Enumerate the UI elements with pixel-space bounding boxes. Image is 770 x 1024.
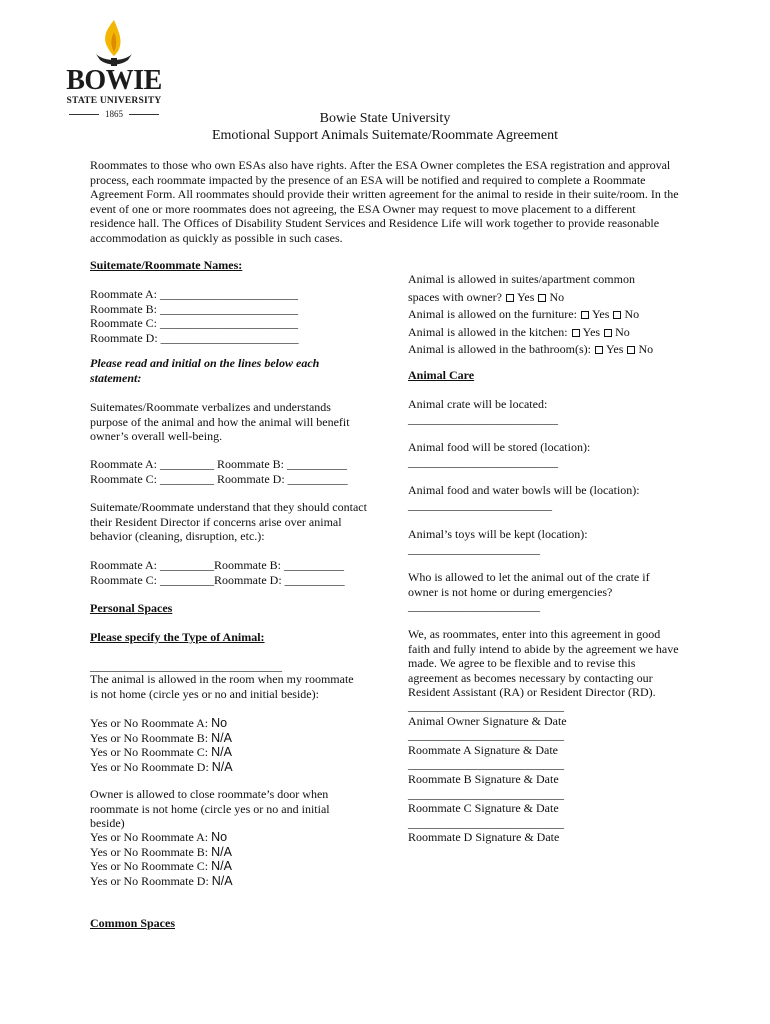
care-item-crate-release — [408, 570, 678, 614]
common-q2-no-label: No — [624, 307, 640, 321]
room-answer-b-label: Yes or No Roommate B: — [90, 730, 209, 745]
university-logo — [62, 18, 166, 122]
common-spaces-questions — [408, 271, 688, 359]
care-item-bowls-label: Animal food and water bowls will be (location): — [408, 483, 640, 497]
checkbox-common-yes[interactable] — [506, 294, 514, 302]
care-item-toys-field[interactable]: ______________________ — [408, 541, 540, 556]
room-answer-d-label: Yes or No Roommate D: — [90, 759, 209, 774]
care-item-toys-label: Animal’s toys will be kept (location): — [408, 527, 588, 541]
door-question: Owner is allowed to close roommate’s door when roommate is not home (circle yes or no and initial beside) — [90, 787, 330, 831]
animal-type-field[interactable]: ________________________________ — [90, 659, 282, 673]
room-answer-d-value[interactable]: N/A — [211, 759, 233, 774]
checkbox-common-no[interactable] — [538, 294, 546, 302]
owner-signature-field[interactable]: __________________________ — [408, 699, 564, 713]
roommate-b-signature-label: Roommate B Signature & Date — [408, 771, 559, 786]
animal-type-label: Please specify the Type of Animal: — [90, 630, 265, 644]
common-q1-no-label: No — [549, 289, 565, 304]
statement2-initials — [90, 558, 385, 587]
care-item-food-label: Animal food will be stored (location): — [408, 440, 591, 454]
door-answer-b-label: Yes or No Roommate B: — [90, 844, 209, 859]
common-q1-yes-label: Yes — [516, 289, 535, 304]
room-answer-a-label: Yes or No Roommate A: — [90, 716, 209, 730]
checkbox-furniture-no[interactable] — [613, 311, 621, 319]
common-q1 — [408, 289, 688, 307]
statement1-initials-ab[interactable]: Roommate A: _________ Roommate B: __________ — [90, 457, 347, 471]
door-answer-d — [90, 874, 385, 889]
names-list — [90, 287, 385, 345]
door-answer-c-label: Yes or No Roommate C: — [90, 859, 209, 874]
door-answer-d-label: Yes or No Roommate D: — [90, 873, 209, 888]
common-q4-no-label: No — [638, 342, 654, 356]
statement2-initials-ab[interactable]: Roommate A: _________Roommate B: __________ — [90, 558, 344, 572]
common-q1-label: spaces with owner? — [408, 289, 502, 304]
logo-name: BOWIE — [66, 65, 162, 96]
common-q3-yes-label: Yes — [582, 324, 601, 339]
care-item-crate-release-label: Who is allowed to let the animal out of the crate if owner is not home or during emergencies? — [408, 570, 650, 599]
common-q2-yes-label: Yes — [591, 307, 610, 321]
common-q4 — [408, 341, 688, 359]
common-q1-line1: Animal is allowed in suites/apartment common — [408, 272, 635, 286]
common-q4-label: Animal is allowed in the bathroom(s): — [408, 342, 591, 356]
care-item-bowls-field[interactable]: ________________________ — [408, 497, 552, 512]
checkbox-furniture-yes[interactable] — [581, 311, 589, 319]
statement2-initials-cd[interactable]: Roommate C: _________Roommate D: __________ — [90, 572, 345, 587]
room-answer-d — [90, 760, 385, 775]
signature-block — [408, 699, 688, 845]
common-q3-no-label: No — [615, 324, 630, 339]
roommate-b-name-field[interactable]: Roommate B: _______________________ — [90, 301, 298, 316]
care-item-toys — [408, 527, 688, 556]
door-answers — [90, 830, 385, 888]
roommate-d-signature-field[interactable]: __________________________ — [408, 815, 564, 830]
care-item-food — [408, 440, 688, 469]
common-q2 — [408, 306, 688, 324]
common-q4-yes-label: Yes — [605, 342, 624, 356]
intro-paragraph: Roommates to those who own ESAs also have rights. After the ESA Owner completes the ESA registration and approval process, each roommate impacted by the presence of an ESA will be notified and required to complete a Roommate Agreement Form. All roommates should provide their written agreement for the animal to reside in their suite/room. In the event of one or more roommates does not agreeing, the ESA Owner may request to move placement to a different residence hall. The Offices of Disability Student Services and Residence Life will work together to provide reasonable accommodation as quickly as possible in such cases. — [90, 158, 679, 245]
care-item-crate — [408, 397, 688, 426]
roommate-a-signature-label: Roommate A Signature & Date — [408, 742, 558, 757]
common-q3-label: Animal is allowed in the kitchen: — [408, 324, 568, 339]
room-answer-c-value[interactable]: N/A — [211, 745, 232, 760]
care-item-crate-release-field[interactable]: ______________________ — [408, 599, 540, 614]
room-answer-a-value[interactable]: No — [211, 716, 228, 730]
logo-subtitle: STATE UNIVERSITY — [66, 96, 162, 106]
room-answer-b-value[interactable]: N/A — [211, 730, 232, 745]
roommate-c-signature-label: Roommate C Signature & Date — [408, 801, 559, 816]
checkbox-bathroom-no[interactable] — [627, 346, 635, 354]
room-answer-c — [90, 745, 385, 760]
roommate-c-signature-field[interactable]: __________________________ — [408, 786, 564, 801]
statement1-text: Suitemates/Roommate verbalizes and understands purpose of the animal and how the animal will benefit owner’s overall well-being. — [90, 400, 350, 444]
door-answer-d-value[interactable]: N/A — [211, 873, 233, 888]
door-answer-c — [90, 859, 385, 874]
door-answer-c-value[interactable]: N/A — [211, 859, 232, 874]
care-item-food-field[interactable]: _________________________ — [408, 454, 558, 469]
common-q2-label: Animal is allowed on the furniture: — [408, 307, 577, 321]
door-answer-b — [90, 845, 385, 860]
personal-spaces-heading: Personal Spaces — [90, 601, 173, 615]
door-answer-b-value[interactable]: N/A — [211, 844, 232, 859]
door-answer-a — [90, 830, 385, 845]
names-heading: Suitemate/Roommate Names: — [90, 258, 243, 272]
checkbox-bathroom-yes[interactable] — [595, 346, 603, 354]
room-answers — [90, 716, 385, 774]
roommate-d-signature-label: Roommate D Signature & Date — [408, 830, 560, 845]
common-q3 — [408, 324, 688, 342]
care-item-crate-label: Animal crate will be located: — [408, 397, 548, 411]
checkbox-kitchen-no[interactable] — [604, 329, 612, 337]
instruction-text: Please read and initial on the lines below each statement: — [90, 356, 320, 385]
university-heading: Bowie State University — [319, 111, 451, 126]
statement1-initials — [90, 457, 385, 486]
door-answer-a-label: Yes or No Roommate A: — [90, 830, 209, 844]
roommate-d-name-field[interactable]: Roommate D: _______________________ — [90, 330, 299, 345]
room-answer-a — [90, 716, 385, 731]
agreement-paragraph: We, as roommates, enter into this agreement in good faith and fully intend to abide by the agreement we have made. We agree to be flexible and to revise this agreement as becomes necessary by contacting our Resident Assistant (RA) or Resident Director (RD). — [408, 627, 679, 700]
door-answer-a-value[interactable]: No — [211, 830, 228, 844]
roommate-a-signature-field[interactable]: __________________________ — [408, 728, 564, 743]
page-title: Emotional Support Animals Suitemate/Roommate Agreement — [211, 128, 559, 143]
room-answer-c-label: Yes or No Roommate C: — [90, 745, 209, 760]
logo-year-text: 1865 — [105, 109, 123, 119]
torch-icon — [62, 18, 166, 68]
statement1-initials-cd[interactable]: Roommate C: _________ Roommate D: __________ — [90, 471, 348, 486]
checkbox-kitchen-yes[interactable] — [572, 329, 580, 337]
roommate-a-name-field[interactable]: Roommate A: _______________________ — [90, 287, 298, 301]
roommate-c-name-field[interactable]: Roommate C: _______________________ — [90, 316, 298, 331]
room-question: The animal is allowed in the room when my roommate is not home (circle yes or no and initial beside): — [90, 672, 354, 701]
roommate-b-signature-field[interactable]: __________________________ — [408, 757, 564, 772]
animal-care-heading: Animal Care — [408, 368, 475, 382]
care-item-crate-field[interactable]: _________________________ — [408, 411, 558, 426]
care-item-bowls — [408, 483, 688, 512]
common-spaces-heading: Common Spaces — [90, 916, 176, 930]
room-answer-b — [90, 731, 385, 746]
owner-signature-label: Animal Owner Signature & Date — [408, 713, 567, 728]
statement2-text: Suitemate/Roommate understand that they should contact their Resident Director if concerns arise over animal behavior (cleaning, disruption, etc.): — [90, 500, 367, 544]
